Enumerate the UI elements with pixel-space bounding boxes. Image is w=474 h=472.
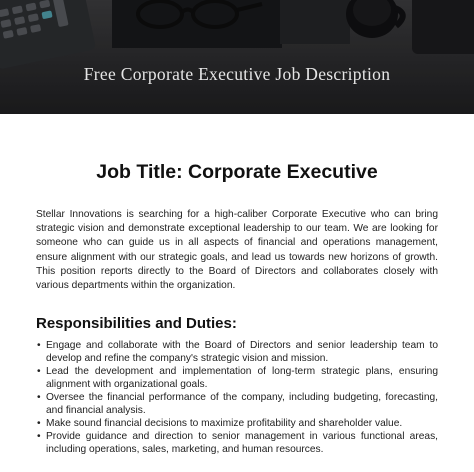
list-item	[37, 430, 438, 456]
list-item-text: Make sound financial decisions to maximize profitability and shareholder value.	[46, 418, 403, 430]
list-item-text: Engage and collaborate with the Board of Directors and senior leadership team to develop and refine the company's strategic vision and mission.	[46, 340, 438, 365]
list-item	[37, 391, 438, 417]
header-banner	[0, 0, 474, 114]
list-item-text: Oversee the financial performance of the company, including budgeting, forecasting, and financial analysis.	[46, 392, 438, 417]
document-body	[0, 161, 474, 456]
bullet-icon: •	[37, 418, 41, 430]
bullet-icon: •	[37, 431, 41, 443]
list-item	[37, 365, 438, 391]
list-item-text: Provide guidance and direction to senior management in various functional areas, including operations, sales, marketing, and human resources.	[46, 431, 438, 456]
bullet-icon: •	[37, 392, 41, 404]
responsibilities-list	[36, 339, 438, 456]
bullet-icon: •	[37, 340, 41, 352]
job-title: Job Title: Corporate Executive	[96, 161, 378, 183]
list-item	[37, 339, 438, 365]
desk-photo	[0, 0, 474, 114]
list-item-text: Lead the development and implementation of long-term strategic plans, ensuring alignment with organizational goals.	[46, 366, 438, 391]
banner-title: Free Corporate Executive Job Description	[83, 64, 391, 84]
bullet-icon: •	[37, 366, 41, 378]
responsibilities-heading: Responsibilities and Duties:	[36, 315, 237, 333]
intro-paragraph: Stellar Innovations is searching for a high-caliber Corporate Executive who can bring strategic vision and demonstrate exceptional leadership to our team. We are looking for someone who can guide us in all aspects of financial and operations management, ensure alignment with our strategic goals, and lead us towards new horizons of growth. This position reports directly to the Board of Directors and collaborates closely with various departments within the organization.	[36, 209, 438, 292]
list-item	[37, 417, 438, 430]
